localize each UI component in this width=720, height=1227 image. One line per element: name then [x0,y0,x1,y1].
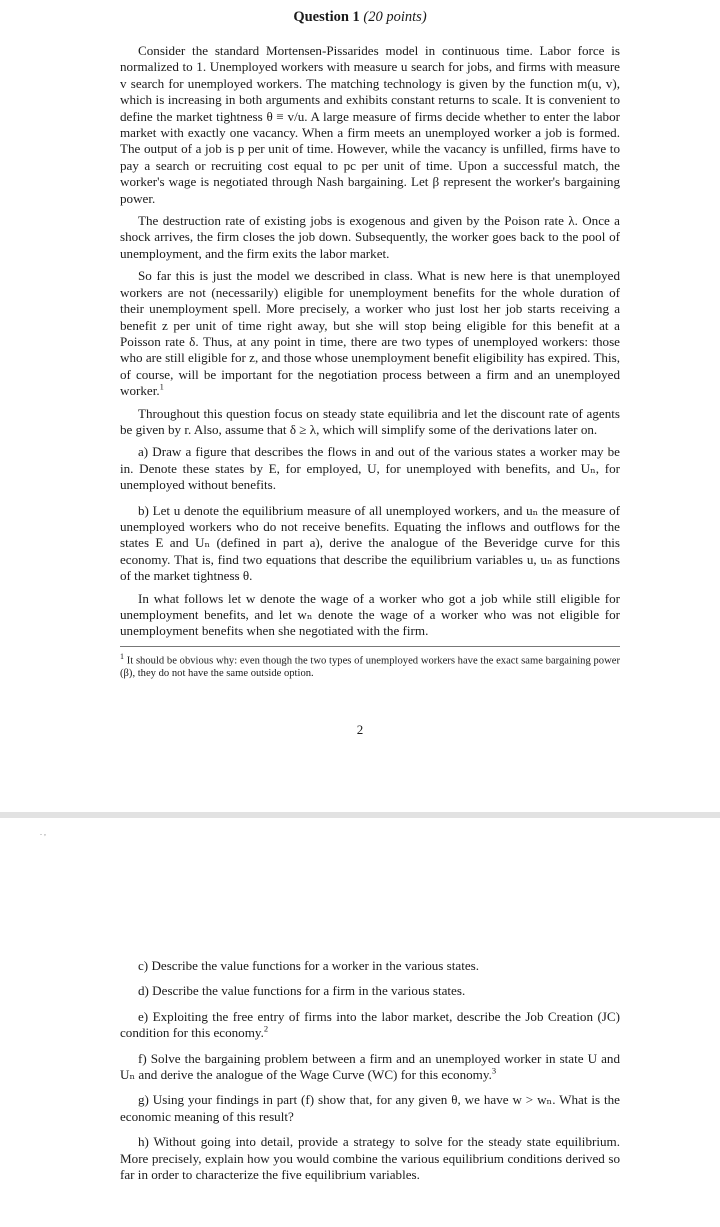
paragraph-destruction-rate: The destruction rate of existing jobs is exogenous and given by the Poison rate λ. Once a shock arrives, the firm closes the job down. Subsequently, the worker goes back to the pool of unemployment, and the firm exits the labor market. [120,213,620,261]
page-1-body [120,43,620,680]
question-part-h: h) Without going into detail, provide a strategy to solve for the steady state equilibrium. More precisely, explain how you would combine the various equilibrium conditions derived so far in order to characterize the five equilibrium variables. [120,1134,620,1183]
question-points: (20 points) [363,9,427,25]
page-2-body [120,958,620,1192]
footnote [120,646,620,681]
question-heading [0,9,720,26]
footnote-mark-3: 3 [491,1065,497,1076]
question-part-c: c) Describe the value functions for a worker in the various states. [138,958,480,973]
question-part-d: d) Describe the value functions for a firm in the various states. [138,983,466,999]
question-part-f: f) Solve the bargaining problem between a firm and an unemployed worker in state U and Uₙ and derive the analogue of the Wage Curve (WC) for this economy.$^3$ [120,1050,620,1083]
footnote-number: 1 [120,651,124,661]
paragraph-steady-state: Throughout this question focus on steady state equilibria and let the discount rate of agents be given by r. Also, assume that δ ≥ λ, which will simplify some of the derivations later on. [120,405,620,437]
footnote-mark-1: 1 [159,381,164,392]
footnote-mark-2: 2 [263,1023,269,1034]
page-2 [0,818,720,1227]
paragraph-benefits: So far this is just the model we described in class. What is new here is that unemployed workers are not (necessarily) eligible for unemployment benefits for the whole duration of their unemployment spell. More precisely, a worker who just lost her job starts receiving a benefit z per unit of time right away, but she will stop being eligible for this benefit at a Poisson rate δ. Thus, at any point in time, there are two types of unemployed workers: those who are still eligible for z, and those whose unemployment benefit eligibility has expired. This, of course, will be important for the negotiation process between a firm and an unemployed worker.$^1$ [120,268,620,399]
question-part-g: g) Using your findings in part (f) show that, for any given θ, we have w > wₙ. What is the economic meaning of this result? [120,1092,620,1124]
paragraph-model-setup: Consider the standard Mortensen-Pissarides model in continuous time. Labor force is normalized to 1. Unemployed workers with measure u search for jobs, and firms with measure v search for unemployed workers. The matching technology is given by the function m(u, v), which is increasing in both arguments and exhibits constant returns to scale. It is convenient to define the market tightness θ ≡ v/u. A large measure of firms decide whether to enter the labor market with exactly one vacancy. When a firm meets an unemployed worker a job is formed. The output of a job is p per unit of time. However, while the vacancy is unfilled, firms have to pay a search or recruiting cost equal to pc per unit of time. Upon a successful match, the worker's wage is negotiated through Nash bargaining. Let β represent the worker's bargaining power. [120,43,620,206]
footnote-text: It should be obvious why: even though the two types of unemployed workers have the exact same bargaining power (β), they do not have the same outside option. [120,655,620,680]
question-part-a: a) Draw a figure that describes the flows in and out of the various states a worker may be in. Denote these states by E, for employed, U, for unemployed with benefits, and Uₙ, for unemployed without benefits. [120,444,620,493]
page-number: 2 [356,722,364,737]
question-part-e: e) Exploiting the free entry of firms into the labor market, describe the Job Creation (JC) condition for this economy.$^2$ [120,1008,620,1041]
scan-dots: . , [40,828,46,837]
question-part-b: b) Let u denote the equilibrium measure of all unemployed workers, and uₙ the measure of unemployed workers who do not receive benefits. Equating the inflows and outflows for the states E and Uₙ (defined in part a), derive the analogue of the Beveridge curve for this economy. That is, find two equations that describe the equilibrium variables u, uₙ as functions of the market tightness θ. [120,502,620,584]
paragraph-wage-definitions: In what follows let w denote the wage of a worker who got a job while still eligible for unemployment benefits, and let wₙ denote the wage of a worker who was not eligible for unemployment benefits when she negotiated with the firm. [120,590,620,639]
question-title: Question 1 [293,9,360,25]
